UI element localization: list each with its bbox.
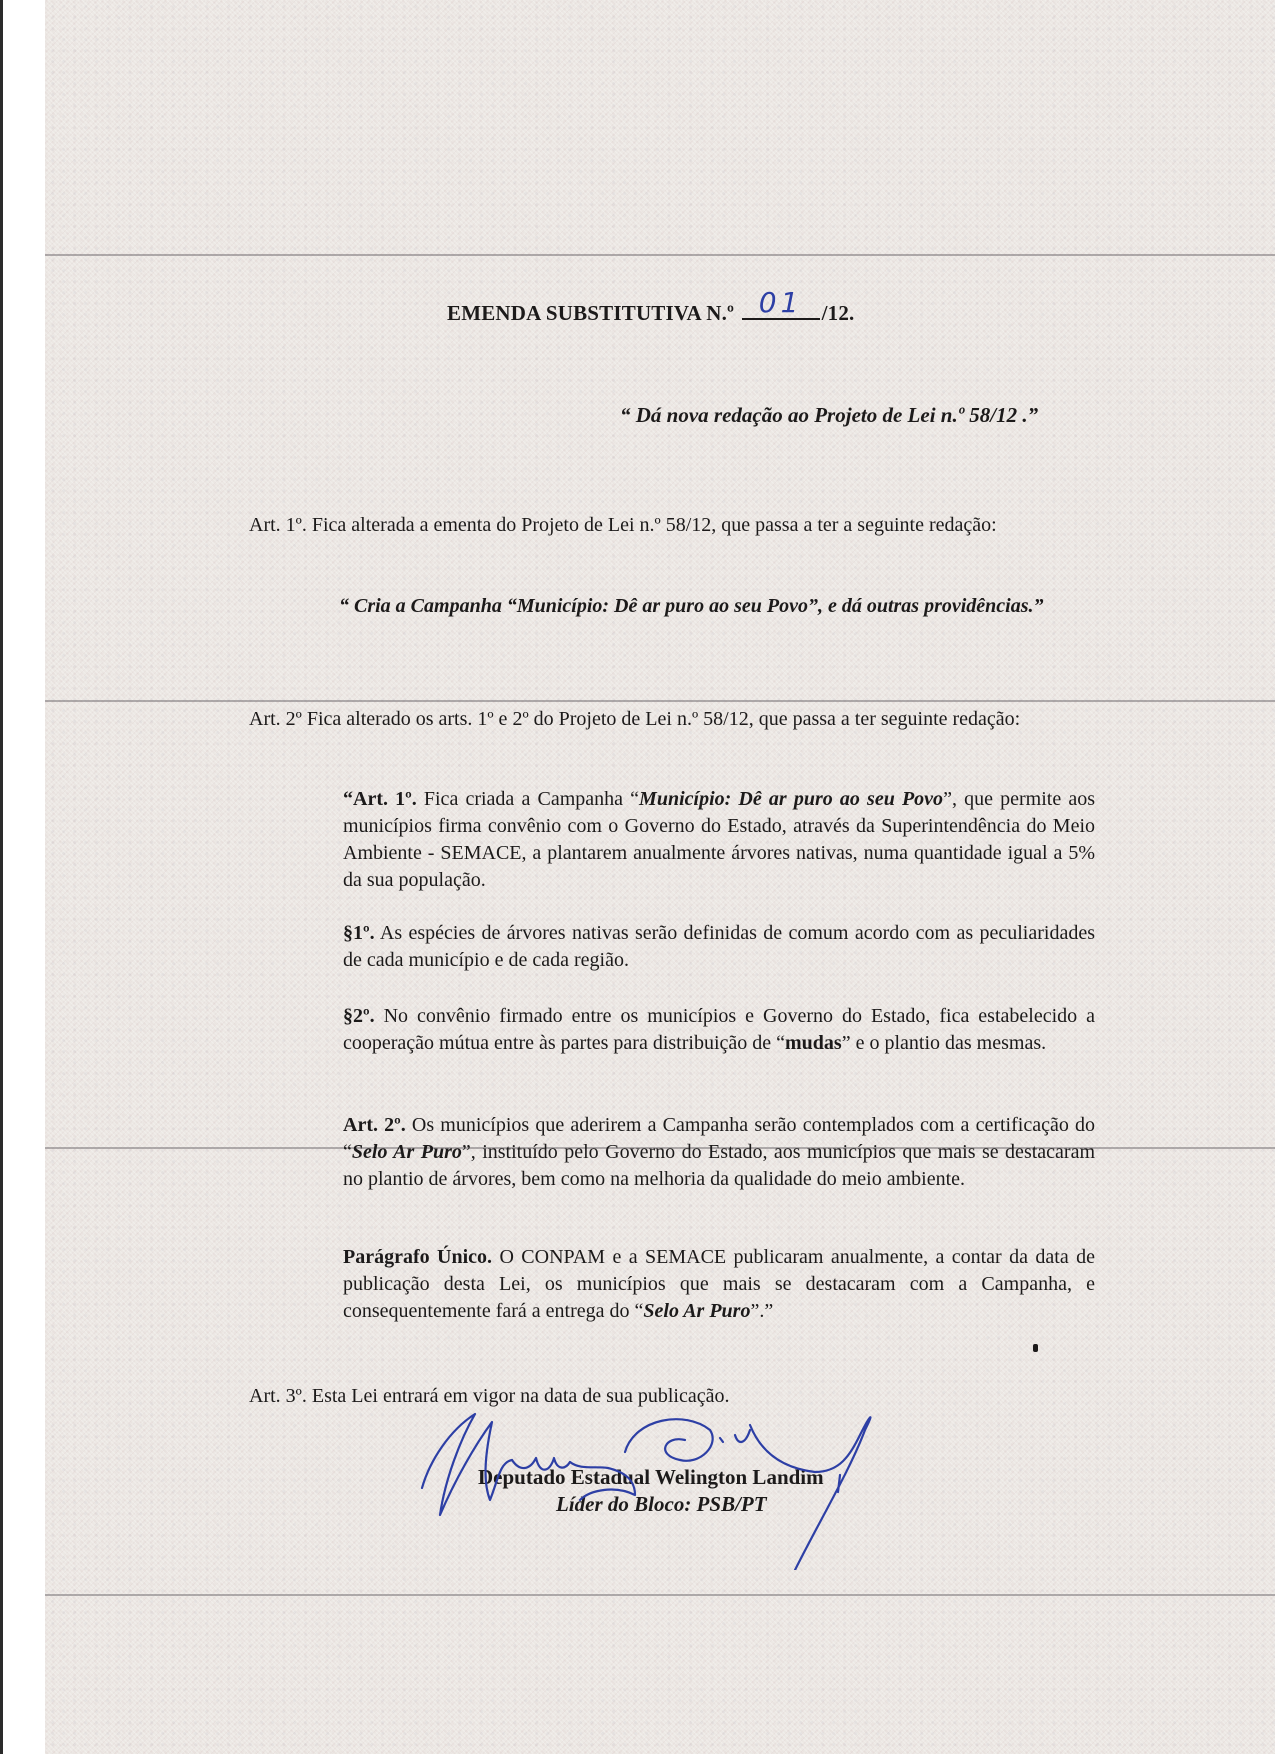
text: Fica criada a Campanha “ bbox=[416, 788, 640, 810]
new-article-1-label: “Art. 1º. bbox=[343, 788, 417, 810]
text: As espécies de árvores nativas serão definidas de comum acordo com as peculiaridades de cada município e de cada região. bbox=[343, 922, 1095, 971]
signatory-role: Líder do Bloco: PSB/PT bbox=[556, 1492, 767, 1516]
signature-stroke bbox=[422, 1414, 512, 1515]
bold-word: mudas bbox=[785, 1032, 842, 1054]
signature-stroke bbox=[750, 1417, 870, 1570]
new-article-2-label: Art. 2º. bbox=[343, 1114, 406, 1136]
text: ”.” bbox=[750, 1300, 774, 1322]
article-1-quote: “ Cria a Campanha “Município: Dê ar puro ao seu Povo”, e dá outras providências.” bbox=[339, 595, 1044, 617]
paragraph-2-label: §2º. bbox=[343, 1005, 375, 1027]
article-3: Art. 3º. Esta Lei entrará em vigor na data de sua publicação. bbox=[249, 1385, 730, 1407]
paragraph-1-label: §1º. bbox=[343, 922, 375, 944]
text: ”, que permite aos municípios firma convênio com o Governo do Estado, através da Superintendência do Meio Ambiente - SEMACE, a plantarem anualmente árvores nativas, numa quantidade igual a 5% da sua população. bbox=[343, 788, 1096, 891]
signature-stroke bbox=[625, 1419, 713, 1461]
fold-line bbox=[45, 700, 1275, 702]
article-1: Art. 1º. Fica alterada a ementa do Projeto de Lei n.º 58/12, que passa a ter a seguinte redação: bbox=[249, 514, 997, 536]
document-subtitle: “ Dá nova redação ao Projeto de Lei n.º 58/12 .” bbox=[620, 403, 1039, 427]
handwritten-number: 01 bbox=[758, 286, 803, 319]
title-suffix: /12. bbox=[821, 301, 855, 325]
text: ”, instituído pelo Governo do Estado, aos municípios que mais se destacaram no plantio de árvores, bem como na melhoria da qualidade do meio ambiente. bbox=[343, 1141, 1096, 1190]
seal-name: Selo Ar Puro bbox=[643, 1300, 751, 1322]
signatory-name: Deputado Estadual Welington Landim bbox=[478, 1465, 824, 1489]
handwritten-signature bbox=[420, 1400, 980, 1570]
new-article-2 bbox=[343, 1112, 1095, 1193]
text: No convênio firmado entre os municípios e Governo do Estado, fica estabelecido a cooperação mútua entre às partes para distribuição de “ bbox=[343, 1005, 1095, 1054]
signature-stroke bbox=[512, 1458, 570, 1470]
new-article-1 bbox=[343, 786, 1095, 894]
ink-speck bbox=[1033, 1344, 1038, 1352]
sole-paragraph-label: Parágrafo Único. bbox=[343, 1246, 493, 1268]
text: O CONPAM e a SEMACE publicaram anualmente, a contar da data de publicação desta Lei, os municípios que mais se destacaram com a Campanha, e consequentemente fará a entrega do “ bbox=[343, 1246, 1095, 1322]
text: Os municípios que aderirem a Campanha serão contemplados com a certificação do “ bbox=[343, 1114, 1095, 1163]
title-prefix: EMENDA SUBSTITUTIVA N.º bbox=[447, 301, 735, 325]
document-title bbox=[447, 286, 855, 326]
campaign-name: Município: Dê ar puro ao seu Povo bbox=[639, 788, 944, 810]
signature-stroke bbox=[838, 1475, 840, 1492]
article-2: Art. 2º Fica alterado os arts. 1º e 2º do Projeto de Lei n.º 58/12, que passa a ter seguinte redação: bbox=[249, 708, 1021, 730]
paragraph-1 bbox=[343, 920, 1095, 974]
fold-line bbox=[45, 254, 1275, 256]
signature-stroke bbox=[570, 1462, 635, 1500]
amendment-number-field bbox=[742, 286, 820, 320]
seal-name: Selo Ar Puro bbox=[351, 1141, 462, 1163]
signature-stroke bbox=[720, 1430, 750, 1442]
text: ” e o plantio das mesmas. bbox=[841, 1032, 1047, 1054]
scan-edge bbox=[0, 0, 3, 1754]
paragraph-2 bbox=[343, 1003, 1095, 1057]
sole-paragraph bbox=[343, 1244, 1095, 1325]
fold-line bbox=[45, 1594, 1275, 1596]
